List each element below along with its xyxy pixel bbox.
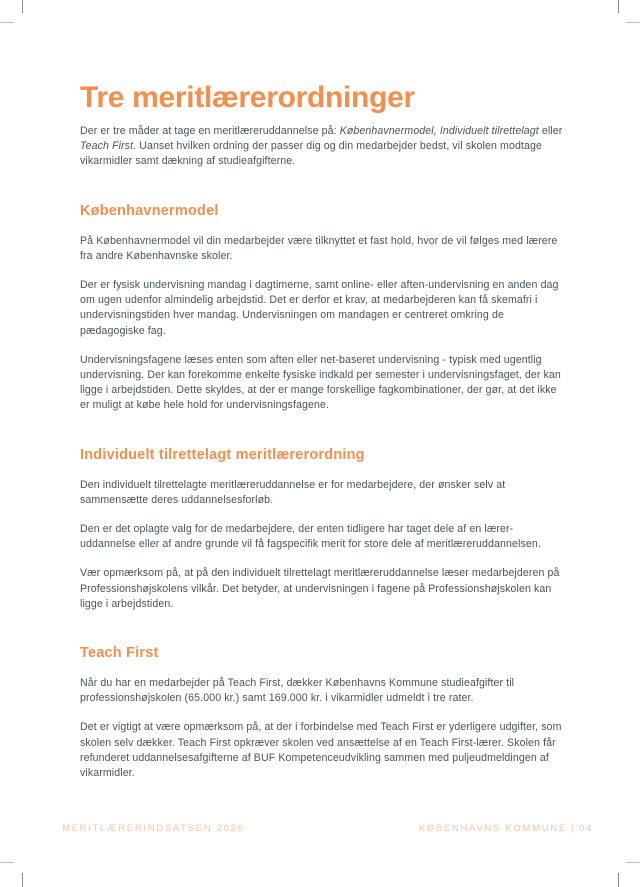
intro-text-segment: eller — [538, 125, 563, 137]
section-heading: Københavnermodel — [80, 202, 219, 219]
crop-mark — [626, 22, 640, 23]
intro-italic-segment: Københavnermodel, Individuelt tilrettelagt — [339, 125, 539, 137]
paragraph: Når du har en medarbejder på Teach First, dækker Københavns Kommune studieafgifter til professionshøjskolen (65.000 kr.) samt 169.000 kr. i vikarmidler udmeldt i tre rater. — [80, 677, 515, 705]
intro-text-segment: Der er tre måder at tage en meritlæreruddannelse på: — [80, 125, 340, 137]
section-kobenhavnermodel — [80, 203, 566, 414]
section-heading: Teach First — [80, 645, 159, 662]
footer-separator: | — [570, 823, 576, 834]
crop-mark — [22, 873, 23, 887]
intro-italic-segment: Teach First — [80, 140, 134, 153]
section-teach-first — [80, 645, 566, 781]
paragraph: På Københavnermodel vil din medarbejder være tilknyttet et fast hold, hvor de vil følges med lærere fra andre Københavnske skoler. — [80, 234, 558, 262]
paragraph: Undervisningsfagene læses enten som aften eller net-baseret undervisning - typisk med ugentlig undervisning. Der kan forekomme enkelte fysiske indkald per semester i undervisningsfaget, der kan ligge i arbejdstiden. Dette skyldes, at der er mange forskellige fagkombinationer, der gør, at det ikke er muligt at købe hele hold for undervisningsfagene. — [80, 353, 561, 412]
section-heading: Individuelt tilrettelagt meritlærerordning — [80, 446, 365, 463]
intro-text-segment: . Uanset hvilken ordning der passer dig og din medarbejder bedst, vil skolen modtage vikarmidler samt dækning af studieafgifterne. — [80, 140, 542, 168]
intro-paragraph — [80, 124, 566, 170]
footer-org-page — [419, 823, 593, 834]
crop-mark — [618, 0, 619, 13]
crop-mark — [22, 0, 23, 13]
crop-mark — [0, 862, 14, 863]
crop-mark — [618, 873, 619, 887]
footer-doc-title: MERITLÆRERINDSATSEN 2026 — [62, 823, 245, 834]
paragraph: Vær opmærksom på, at på den individuelt tilrettelagt meritlæreruddannelse læser medarbejderen på Professionshøjskolens vilkår. Det betyder, at undervisningen i fagene på Professionshøjskolen kan ligge i arbejdstiden. — [80, 567, 560, 610]
paragraph: Den er det oplagte valg for de medarbejdere, der enten tidligere har taget dele af en lærer-uddannelse eller af andre grunde vil få fagspecifik merit for store dele af meritlæreruddannelsen. — [80, 523, 541, 551]
content-column — [80, 0, 566, 781]
paragraph: Den individuelt tilrettelagte meritlæreruddannelse er for medarbejdere, der ønsker selv at sammensætte deres uddannelsesforløb. — [80, 478, 506, 506]
footer-org: KØBENHAVNS KOMMUNE — [418, 823, 567, 834]
section-individuelt-tilrettelagt — [80, 447, 566, 612]
paragraph: Det er vigtigt at være opmærksom på, at der i forbindelse med Teach First er yderligere udgifter, som skolen selv dækker. Teach First opkræver skolen ved ansættelse af en Teach First-lærer. Skolen får refunderet uddannelsesafgifterne af BUF Kompetenceudvikling sammen med puljeudmeldingen af vikarmidler. — [80, 721, 562, 780]
page-title: Tre meritlærerordninger — [80, 81, 415, 114]
footer-page-number: 04 — [579, 823, 593, 834]
crop-mark — [0, 22, 14, 23]
crop-mark — [626, 862, 640, 863]
paragraph: Der er fysisk undervisning mandag i dagtimerne, samt online- eller aften-undervisning en anden dag om ugen udenfor almindelig arbejdstid. Det er derfor et krav, at medarbejderen kan få skemafri i undervisningstiden hver mandag. Undervisningen om mandagen er centreret omkring de pædagogiske fag. — [80, 279, 559, 337]
